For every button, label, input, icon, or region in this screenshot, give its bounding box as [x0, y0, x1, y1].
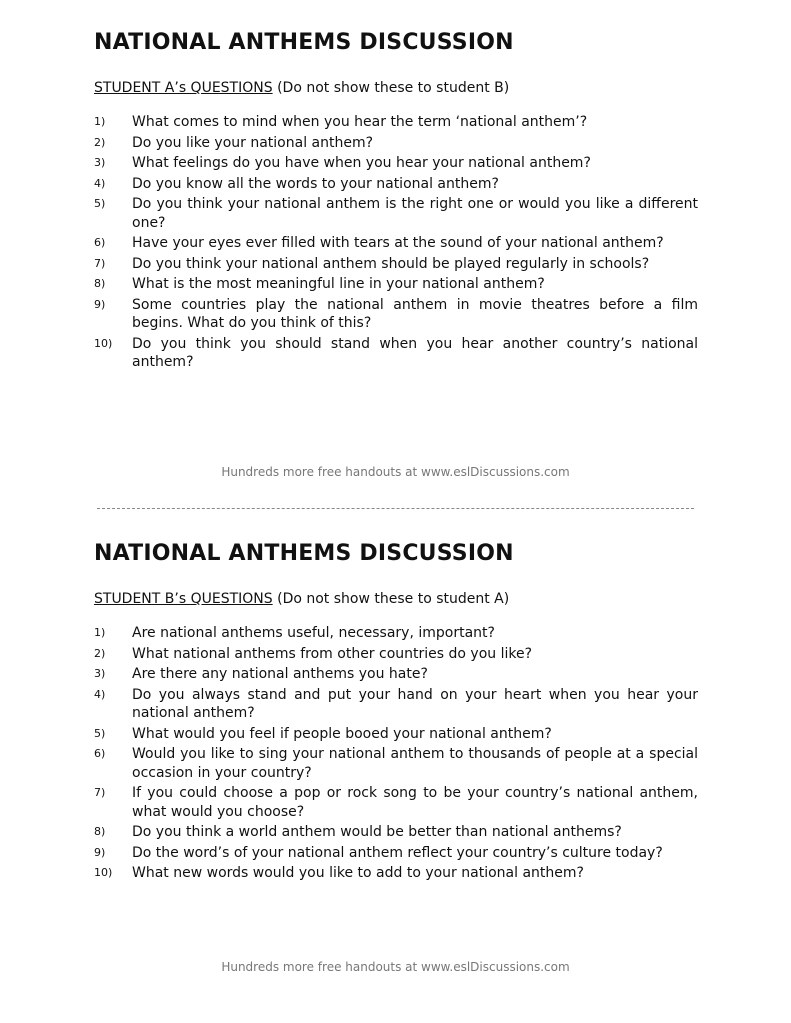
question-number: 5) — [94, 197, 106, 210]
question-list — [94, 113, 698, 372]
question-number: 2) — [94, 135, 106, 149]
student-b-section — [94, 540, 698, 885]
page-title: NATIONAL ANTHEMS DISCUSSION — [94, 541, 514, 566]
question-number: 9) — [94, 845, 106, 859]
question-item — [94, 113, 698, 132]
cut-line-divider — [97, 508, 694, 509]
student-label: STUDENT A’s QUESTIONS — [94, 80, 273, 96]
question-item — [94, 275, 698, 294]
question-text: Some countries play the national anthem in movie theatres before a film begins. What do you think of this? — [132, 296, 698, 331]
question-number: 5) — [94, 726, 106, 740]
question-item — [94, 624, 698, 643]
instruction-note: (Do not show these to student B) — [277, 80, 510, 96]
question-item — [94, 725, 698, 744]
question-number: 8) — [94, 825, 106, 838]
question-item — [94, 335, 698, 372]
question-number: 3) — [94, 667, 106, 680]
question-item — [94, 784, 698, 821]
question-text: Do you think a world anthem would be better than national anthems? — [132, 824, 622, 840]
question-item — [94, 665, 698, 684]
question-number: 1) — [94, 626, 106, 639]
question-item — [94, 823, 698, 842]
question-item — [94, 255, 698, 274]
question-number: 7) — [94, 786, 106, 799]
footer-credit: Hundreds more free handouts at www.eslDiscussions.com — [221, 465, 570, 479]
question-number: 4) — [94, 687, 106, 701]
section-subheading — [94, 79, 698, 97]
student-a-section — [94, 29, 698, 374]
question-text: Do you think your national anthem should be played regularly in schools? — [132, 255, 650, 272]
question-text: Would you like to sing your national anthem to thousands of people at a special occasion in your country? — [132, 746, 698, 781]
instruction-note: (Do not show these to student A) — [277, 591, 510, 607]
question-text: If you could choose a pop or rock song to be your country’s national anthem, what would you choose? — [132, 785, 698, 820]
question-number: 2) — [94, 646, 106, 660]
question-text: Do you like your national anthem? — [132, 134, 374, 151]
question-item — [94, 175, 698, 194]
student-label: STUDENT B’s QUESTIONS — [94, 591, 273, 607]
section-subheading — [94, 590, 698, 608]
question-number: 1) — [94, 115, 106, 128]
question-text: Do you always stand and put your hand on your heart when you hear your national anthem? — [132, 686, 698, 721]
page-title: NATIONAL ANTHEMS DISCUSSION — [94, 30, 514, 55]
question-text: What national anthems from other countries do you like? — [132, 645, 533, 662]
question-item — [94, 195, 698, 232]
question-number: 10) — [94, 866, 113, 879]
question-text: Do you know all the words to your national anthem? — [132, 175, 499, 192]
question-item — [94, 864, 698, 883]
question-text: What feelings do you have when you hear your national anthem? — [132, 155, 591, 171]
question-number: 7) — [94, 256, 106, 270]
question-item — [94, 844, 698, 863]
question-item — [94, 296, 698, 333]
question-text: What would you feel if people booed your national anthem? — [132, 725, 552, 742]
question-text: What comes to mind when you hear the term ‘national anthem’? — [132, 114, 588, 130]
question-number: 10) — [94, 336, 113, 350]
question-text: Do the word’s of your national anthem reflect your country’s culture today? — [132, 844, 663, 861]
question-text: What new words would you like to add to your national anthem? — [132, 865, 584, 881]
question-text: Are there any national anthems you hate? — [132, 666, 428, 682]
question-item — [94, 134, 698, 153]
question-number: 9) — [94, 297, 106, 311]
question-item — [94, 745, 698, 782]
question-number: 8) — [94, 277, 106, 290]
question-text: Have your eyes ever filled with tears at the sound of your national anthem? — [132, 235, 664, 251]
question-number: 4) — [94, 176, 106, 190]
question-number: 3) — [94, 156, 106, 169]
question-number: 6) — [94, 236, 106, 249]
question-list — [94, 624, 698, 883]
question-item — [94, 154, 698, 173]
question-text: Are national anthems useful, necessary, important? — [132, 625, 495, 641]
question-text: Do you think your national anthem is the right one or would you like a different one? — [132, 196, 698, 231]
footer-credit: Hundreds more free handouts at www.eslDiscussions.com — [221, 960, 570, 974]
question-item — [94, 645, 698, 664]
question-number: 6) — [94, 747, 106, 760]
question-text: Do you think you should stand when you hear another country’s national anthem? — [132, 335, 698, 370]
question-text: What is the most meaningful line in your national anthem? — [132, 276, 545, 292]
question-item — [94, 686, 698, 723]
question-item — [94, 234, 698, 253]
